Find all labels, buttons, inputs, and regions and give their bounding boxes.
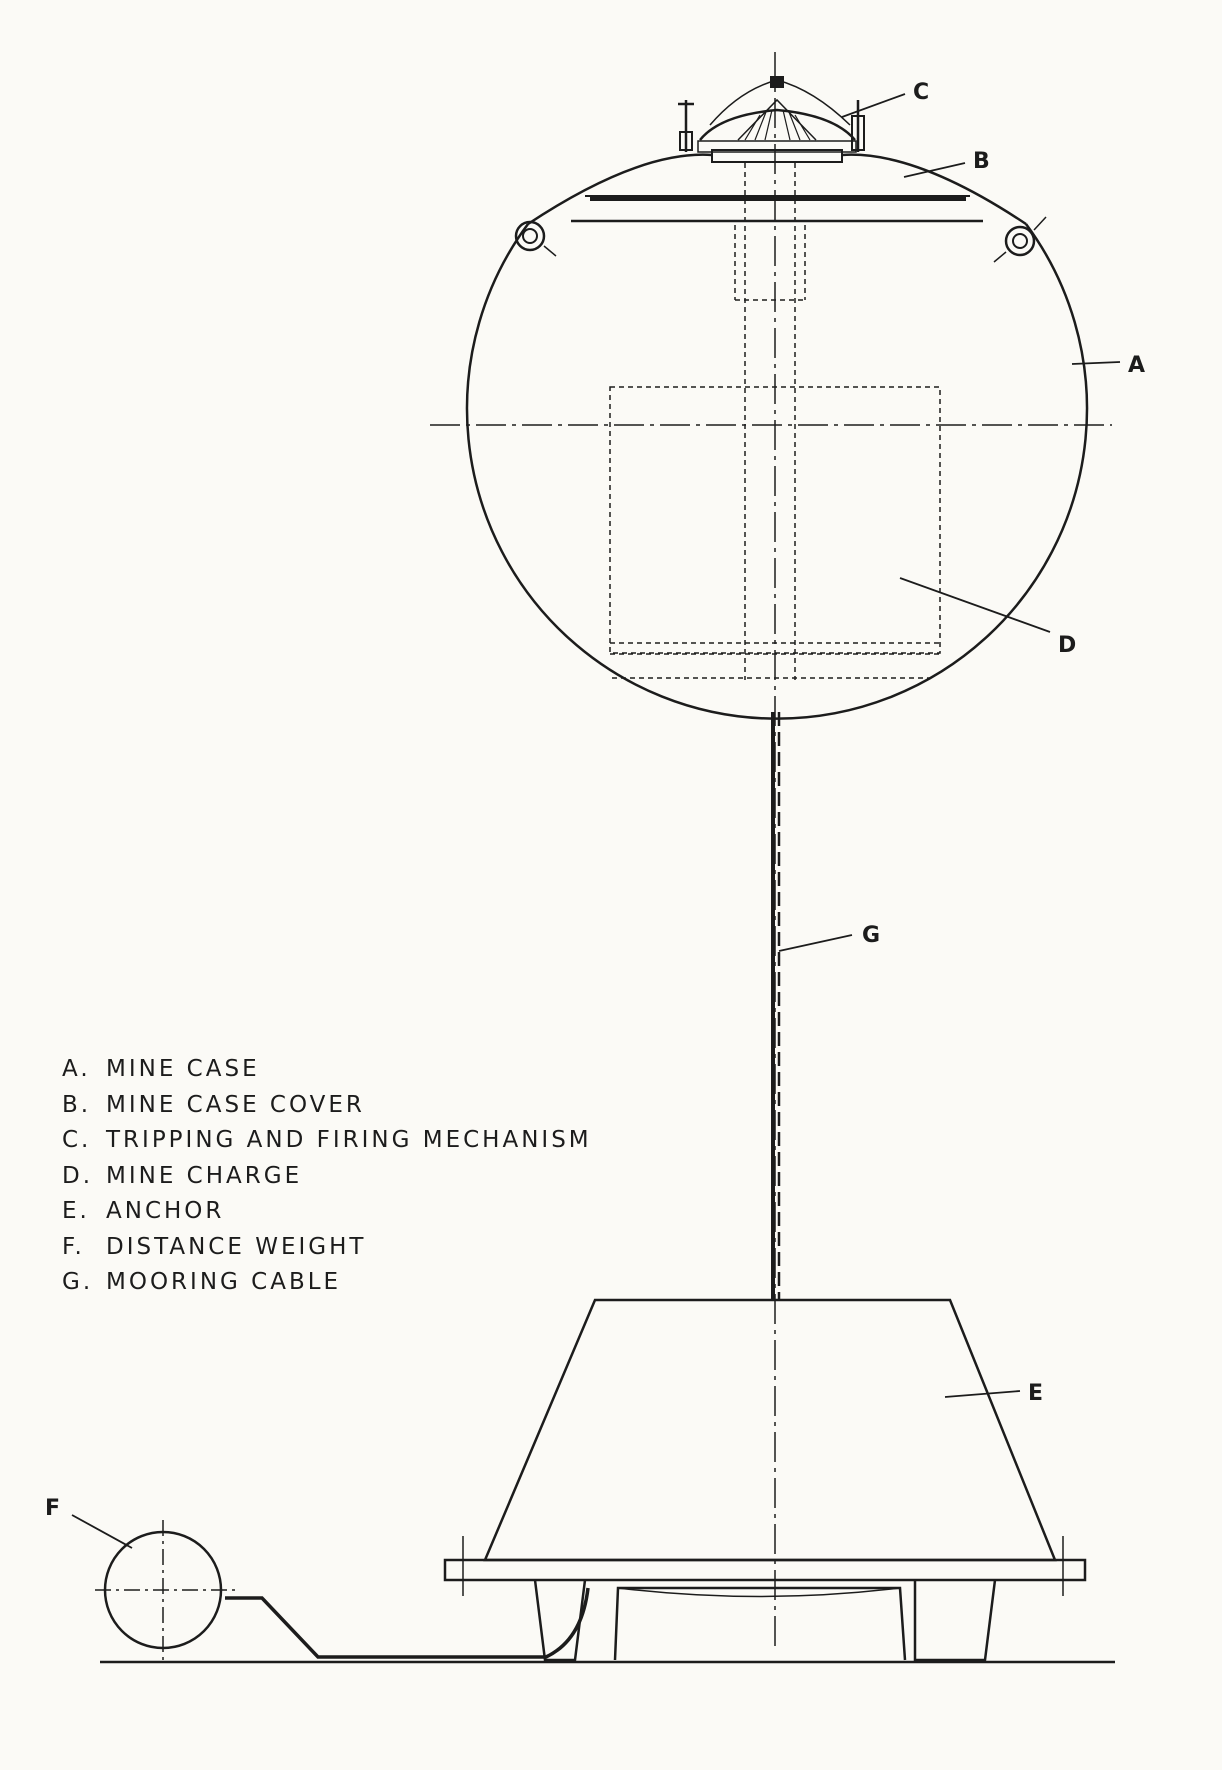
legend-item: F. DISTANCE WEIGHT <box>62 1233 367 1260</box>
callout-g: G <box>862 923 881 948</box>
legend-item: C. TRIPPING AND FIRING MECHANISM <box>62 1127 592 1153</box>
weight-cable <box>225 1588 588 1657</box>
callout-c: C <box>913 80 930 105</box>
callout-f: F <box>45 1496 61 1521</box>
callout-a: A <box>1128 353 1146 378</box>
legend-item: D. MINE CHARGE <box>62 1162 303 1189</box>
legend-item: E. ANCHOR <box>62 1198 225 1224</box>
legend-item: B. MINE CASE COVER <box>62 1091 365 1118</box>
mine-case <box>467 224 1087 719</box>
callout-b: B <box>973 149 990 174</box>
legend <box>62 1052 592 1301</box>
legend-item: G. MOORING CABLE <box>62 1269 342 1295</box>
legend-item: A. MINE CASE <box>62 1056 260 1082</box>
distance-weight <box>95 1520 240 1660</box>
firing-mechanism <box>678 76 864 162</box>
mine-case-cover <box>528 155 1026 224</box>
lifting-eye-left <box>516 222 556 256</box>
callout-d: D <box>1058 633 1077 658</box>
anchor <box>445 1300 1085 1660</box>
callout-e: E <box>1028 1381 1044 1406</box>
mooring-cable <box>773 712 779 1300</box>
